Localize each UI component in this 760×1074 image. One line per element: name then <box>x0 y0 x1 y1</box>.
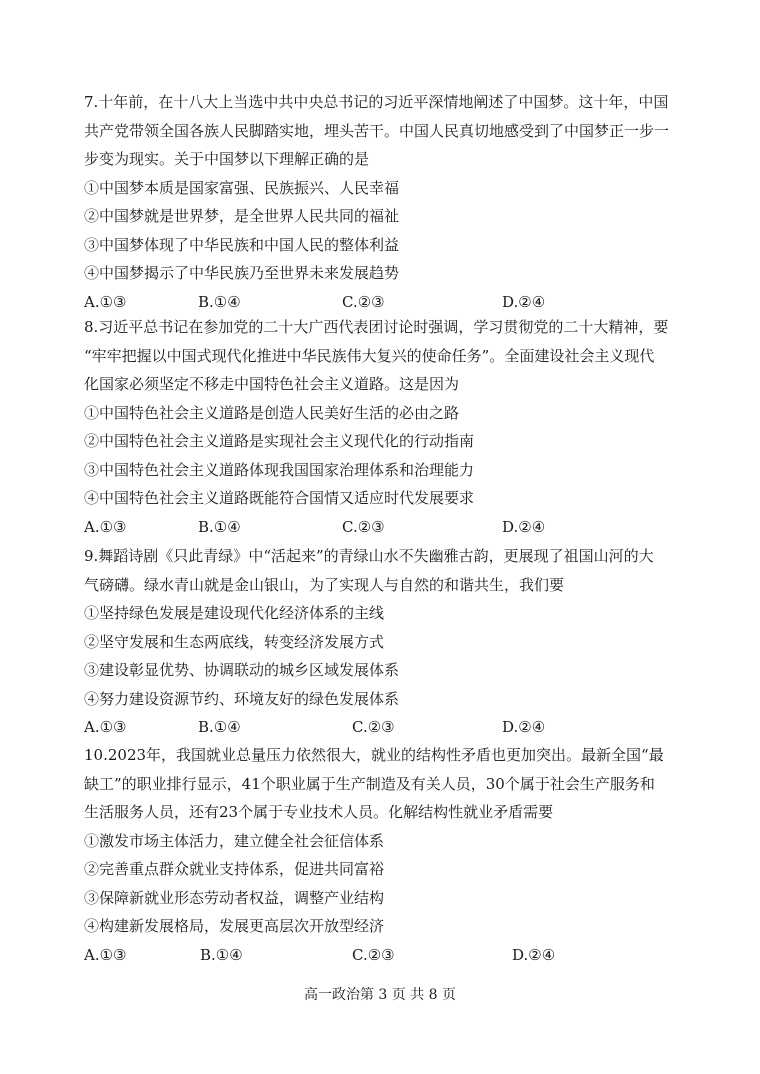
answer-options <box>84 941 684 970</box>
question-stem-line: 8.习近平总书记在参加党的二十大广西代表团讨论时强调，学习贯彻党的二十大精神，要 <box>84 318 669 336</box>
statement-item: ④中国特色社会主义道路既能符合国情又适应时代发展要求 <box>84 489 475 507</box>
question-stem-line: 7.十年前，在十八大上当选中共中央总书记的习近平深情地阐述了中国梦。这十年，中国 <box>84 93 669 111</box>
option-a: A.①③ <box>84 517 127 536</box>
question-10 <box>84 741 684 969</box>
option-a: A.①③ <box>84 292 127 311</box>
question-stem-line: “牢牢把握以中国式现代化推进中华民族伟大复兴的使命任务”。全面建设社会主义现代 <box>84 346 655 365</box>
question-stem-line: 9.舞蹈诗剧《只此青绿》中“活起来”的青绿山水不失幽雅古韵，更展现了祖国山河的大 <box>84 547 654 565</box>
option-d: D.②④ <box>502 517 546 536</box>
option-c: C.②③ <box>352 945 395 964</box>
option-b: B.①④ <box>198 718 241 736</box>
question-stem-line: 共产党带领全国各族人民脚踏实地，埋头苦干。中国人民真切地感受到了中国梦正一步一 <box>84 121 670 140</box>
question-7 <box>84 88 684 316</box>
option-d: D.②④ <box>502 718 546 736</box>
statement-item: ②坚守发展和生态两底线，转变经济发展方式 <box>84 632 385 651</box>
statement-item: ③中国特色社会主义道路体现我国国家治理体系和治理能力 <box>84 460 475 479</box>
question-stem-line: 10.2023年，我国就业总量压力依然很大，就业的结构性矛盾也更加突出。最新全国“最 <box>84 746 664 764</box>
option-b: B.①④ <box>200 945 243 964</box>
option-b: B.①④ <box>198 292 241 311</box>
option-a: A.①③ <box>84 718 127 736</box>
option-c: C.②③ <box>342 517 385 536</box>
option-a: A.①③ <box>84 945 127 964</box>
question-stem-line: 缺工”的职业排行显示，41个职业属于生产制造及有关人员，30个属于社会生产服务和 <box>84 774 655 793</box>
statement-item: ②中国特色社会主义道路是实现社会主义现代化的行动指南 <box>84 432 475 450</box>
question-stem-line: 生活服务人员，还有23个属于专业技术人员。化解结构性就业矛盾需要 <box>84 803 554 821</box>
statement-item: ④构建新发展格局，发展更高层次开放型经济 <box>84 917 385 935</box>
option-d: D.②④ <box>502 292 546 311</box>
statement-item: ④努力建设资源节约、环境友好的绿色发展体系 <box>84 689 400 708</box>
option-c: C.②③ <box>342 292 385 311</box>
statement-item: ③中国梦体现了中华民族和中国人民的整体利益 <box>84 235 400 254</box>
answer-options <box>84 288 684 317</box>
option-b: B.①④ <box>198 517 241 536</box>
option-d: D.②④ <box>512 945 556 964</box>
question-8 <box>84 313 684 541</box>
question-9 <box>84 542 684 742</box>
statement-item: ①激发市场主体活力，建立健全社会征信体系 <box>84 831 385 850</box>
option-c: C.②③ <box>352 718 395 736</box>
statement-item: ④中国梦揭示了中华民族乃至世界未来发展趋势 <box>84 264 400 282</box>
statement-item: ②中国梦就是世界梦，是全世界人民共同的福祉 <box>84 207 400 225</box>
question-stem-line: 气磅礴。绿水青山就是金山银山，为了实现人与自然的和谐共生，我们要 <box>84 575 565 594</box>
question-stem-line: 化国家必须坚定不移走中国特色社会主义道路。这是因为 <box>84 375 460 393</box>
answer-options <box>84 713 684 742</box>
page-footer: 高一政治第 3 页 共 8 页 <box>303 987 457 1003</box>
statement-item: ③保障新就业形态劳动者权益，调整产业结构 <box>84 888 385 907</box>
statement-item: ②完善重点群众就业支持体系，促进共同富裕 <box>84 860 385 878</box>
answer-options <box>84 513 684 542</box>
statement-item: ③建设彰显优势、协调联动的城乡区域发展体系 <box>84 661 400 679</box>
question-stem-line: 步变为现实。关于中国梦以下理解正确的是 <box>84 150 370 168</box>
statement-item: ①中国梦本质是国家富强、民族振兴、人民幸福 <box>84 178 400 197</box>
statement-item: ①中国特色社会主义道路是创造人民美好生活的必由之路 <box>84 403 460 422</box>
statement-item: ①坚持绿色发展是建设现代化经济体系的主线 <box>84 604 385 622</box>
